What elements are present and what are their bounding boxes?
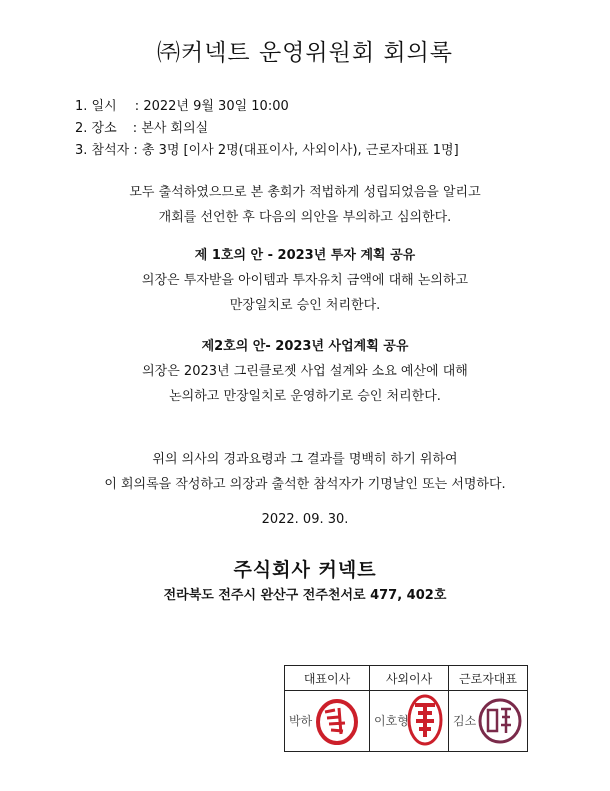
seal-stamp-icon: [315, 698, 359, 746]
signature-cell: [285, 691, 370, 752]
info-value: 본사 회의실: [141, 121, 209, 136]
info-label: 2. 장소: [75, 121, 117, 136]
agenda-1-line: 의장은 투자받을 아이템과 투자유치 금액에 대해 논의하고: [141, 273, 469, 288]
info-label: 3. 참석자: [75, 143, 130, 158]
signer-name: 김소: [453, 714, 477, 728]
meeting-date: 2022. 09. 30.: [261, 512, 349, 527]
info-sep: :: [129, 143, 142, 158]
signature-table: [284, 665, 528, 752]
company-address: 전라북도 전주시 완산구 전주천서로 477, 402호: [163, 588, 447, 603]
signature-cell: [449, 691, 528, 752]
agenda-2-line: 논의하고 만장일치로 운영하기로 승인 처리한다.: [169, 389, 441, 404]
closing-paragraph: [0, 447, 610, 497]
signer-name: 이호형: [374, 714, 409, 728]
info-value: 2022년 9월 30일 10:00: [143, 99, 289, 114]
agenda-1: [0, 243, 610, 318]
signer-name: 박하: [289, 714, 313, 728]
intro-line: 개회를 선언한 후 다음의 의안을 부의하고 심의한다.: [158, 210, 452, 225]
signature-cell: [370, 691, 449, 752]
closing-line: 이 회의록을 작성하고 의장과 출석한 참석자가 기명날인 또는 서명하다.: [104, 477, 506, 492]
company-name: 주식회사 커넥트: [233, 559, 377, 581]
info-sep: :: [128, 121, 142, 136]
signature-header: 대표이사: [285, 666, 370, 691]
agenda-2: [0, 334, 610, 409]
agenda-1-line: 만장일치로 승인 처리한다.: [229, 298, 381, 313]
meeting-info: [75, 96, 459, 162]
info-place-row: [75, 118, 459, 140]
agenda-1-heading: 제 1호의 안 - 2023년 투자 계획 공유: [194, 248, 416, 263]
document-title: ㈜커넥트 운영위원회 회의록: [156, 40, 454, 66]
info-label: 1. 일시: [75, 99, 117, 114]
info-attendees-row: [75, 140, 459, 162]
seal-stamp-icon: [406, 693, 444, 747]
intro-line: 모두 출석하였으므로 본 총회가 적법하게 성립되었음을 알리고: [129, 185, 481, 200]
info-date-row: [75, 96, 459, 118]
intro-paragraph: [0, 180, 610, 230]
closing-line: 위의 의사의 경과요령과 그 결과를 명백히 하기 위하여: [152, 452, 458, 467]
signature-header: 근로자대표: [449, 666, 528, 691]
info-sep: :: [130, 99, 144, 114]
agenda-2-line: 의장은 2023년 그린클로젯 사업 설계와 소요 예산에 대해: [142, 364, 468, 379]
seal-stamp-icon: [477, 697, 523, 745]
signature-header: 사외이사: [370, 666, 449, 691]
info-value: 총 3명 [이사 2명(대표이사, 사외이사), 근로자대표 1명]: [141, 143, 459, 158]
agenda-2-heading: 제2호의 안- 2023년 사업계획 공유: [201, 339, 409, 354]
